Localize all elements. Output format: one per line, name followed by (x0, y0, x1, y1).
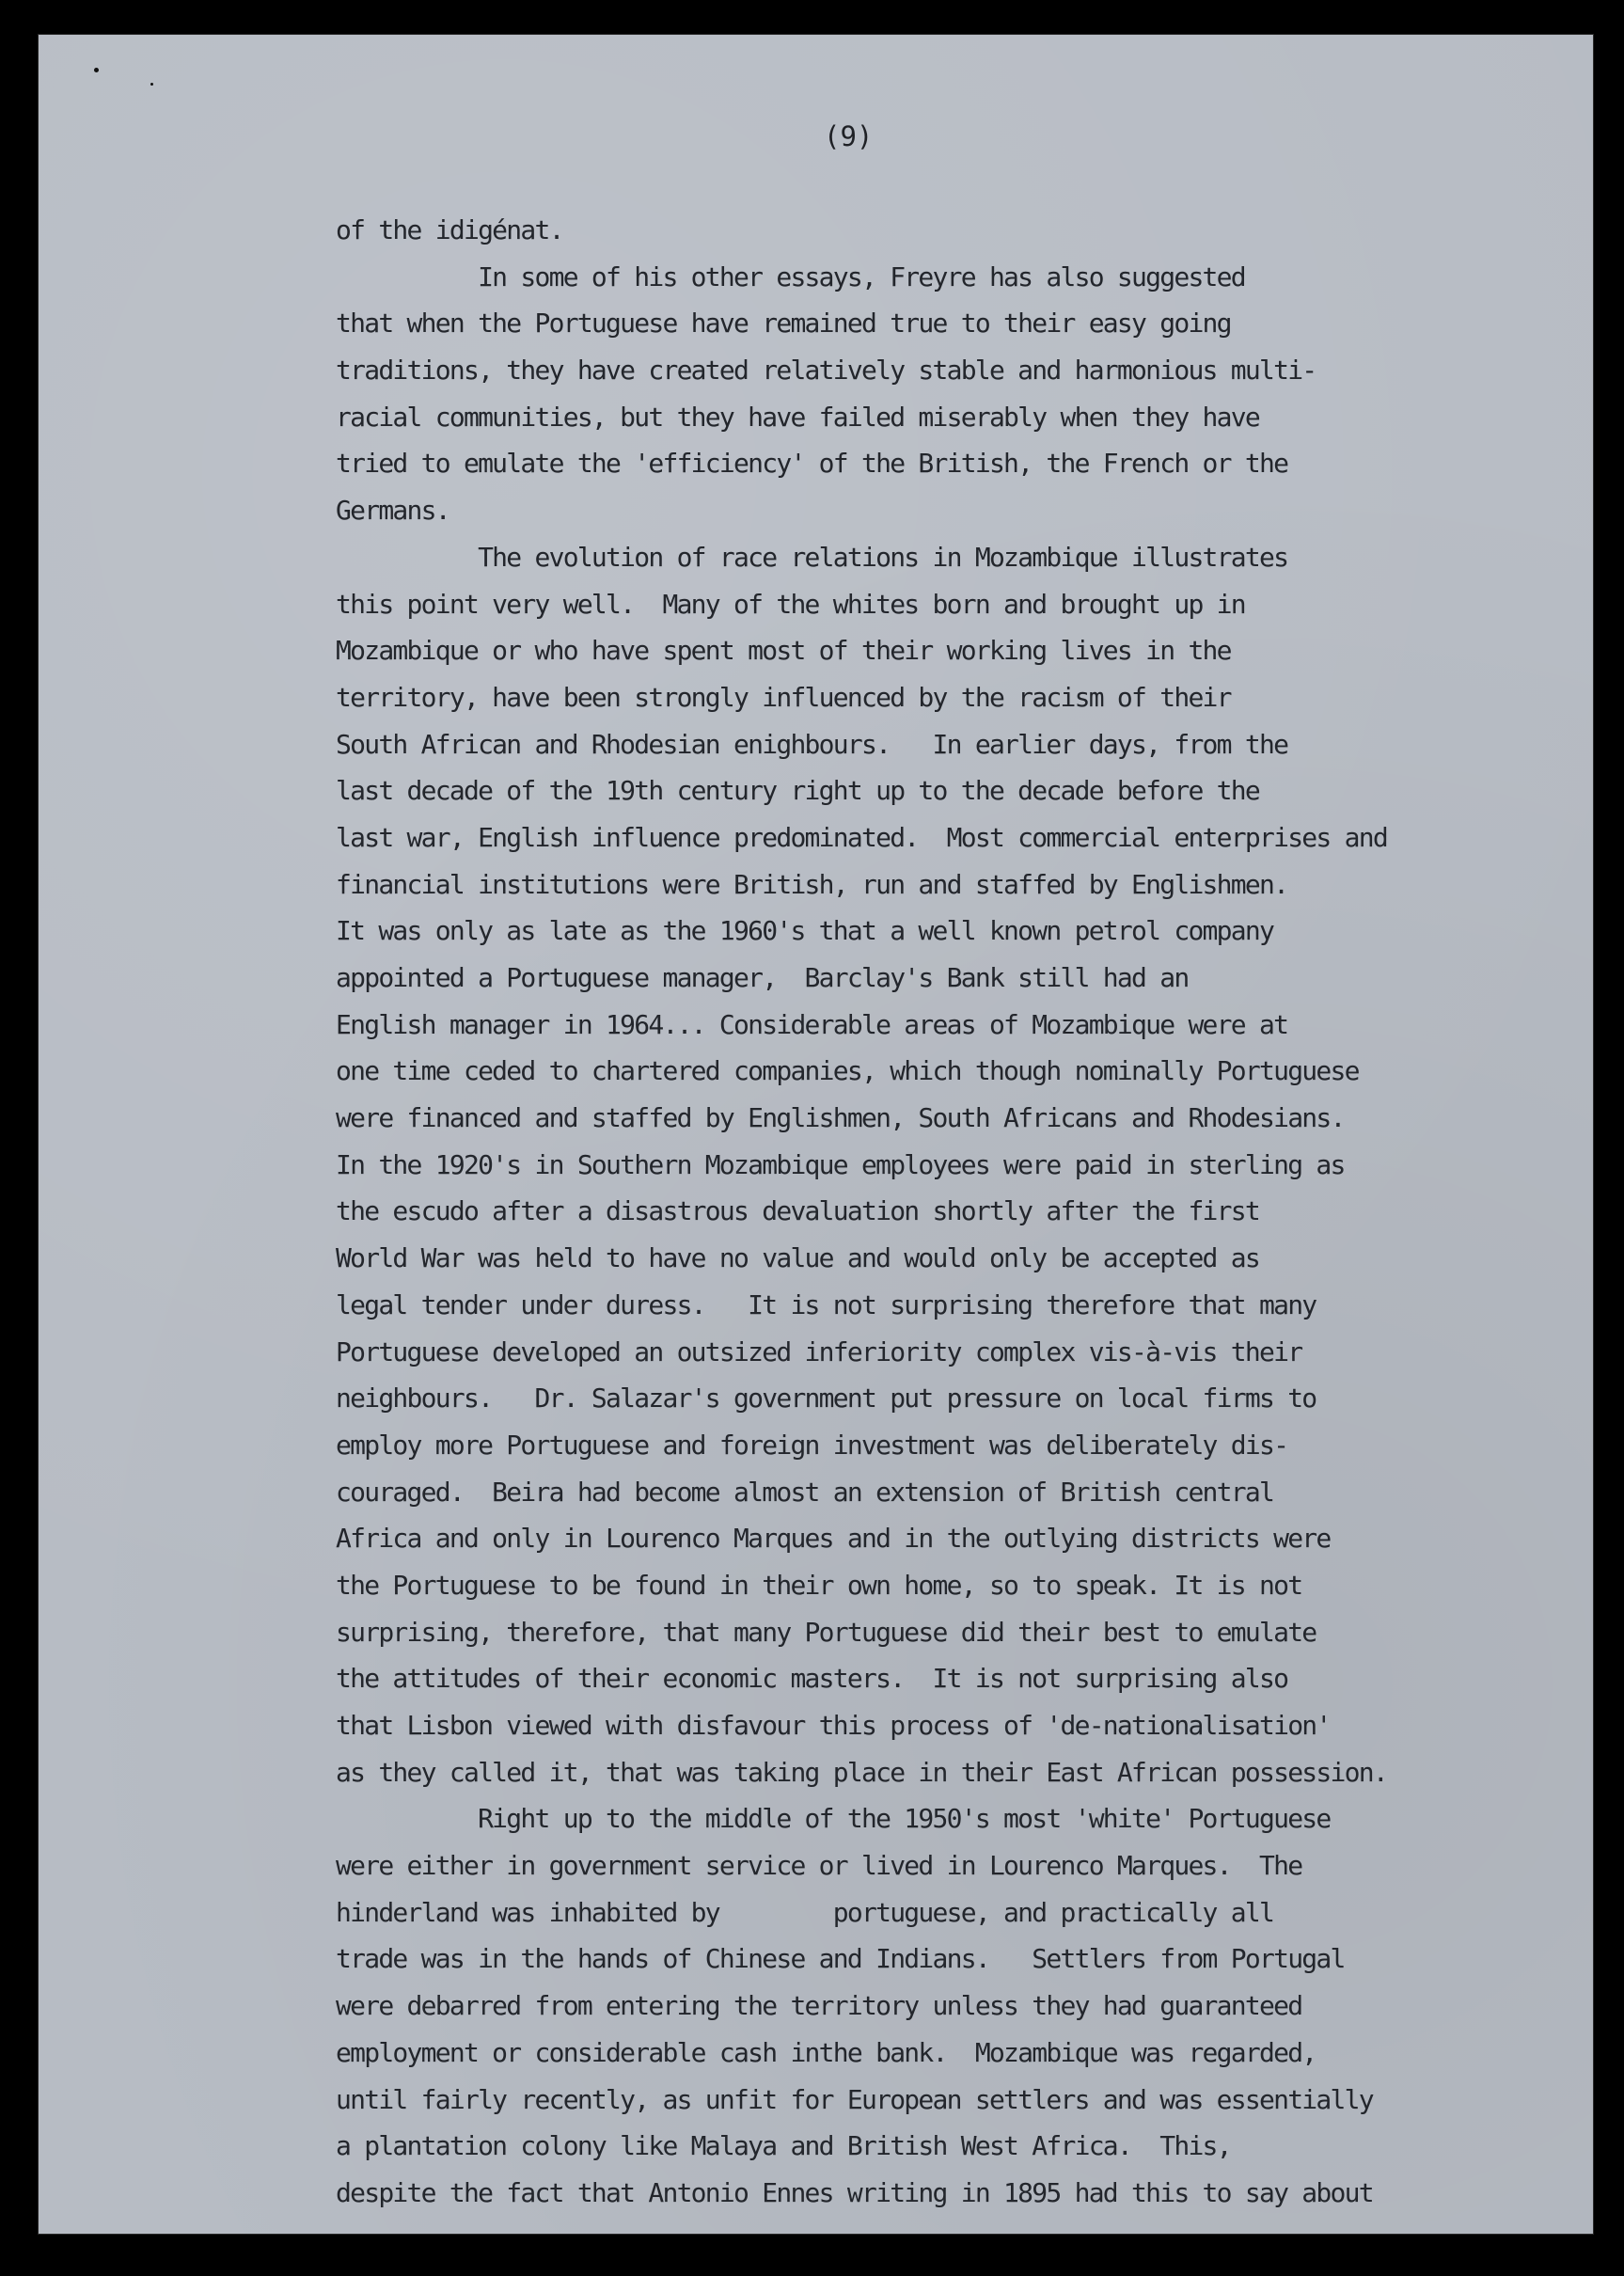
text-line: tried to emulate the 'efficiency' of the British, the French or the (336, 448, 1288, 480)
text-line: The evolution of race relations in Mozambique illustrates (336, 541, 1288, 573)
text-line: racial communities, but they have failed miserably when they have (336, 401, 1259, 433)
text-line: as they called it, that was taking place in their East African possession. (336, 1756, 1387, 1788)
text-line: territory, have been strongly influenced by the racism of their (336, 681, 1231, 713)
text-line: were debarred from entering the territory unless they had guaranteed (336, 1990, 1302, 2022)
text-line: of the idigénat. (336, 214, 563, 245)
text-line: one time ceded to chartered companies, which though nominally Portuguese (336, 1055, 1359, 1087)
text-line: Africa and only in Lourenco Marques and in the outlying districts were (336, 1523, 1331, 1555)
text-line: this point very well. Many of the whites born and brought up in (336, 588, 1245, 620)
text-line: that Lisbon viewed with disfavour this process of 'de-nationalisation' (336, 1710, 1331, 1741)
text-line: were either in government service or lived in Lourenco Marques. The (336, 1850, 1302, 1882)
body-text (336, 207, 1586, 2217)
text-line: that when the Portuguese have remained true to their easy going (336, 308, 1231, 340)
text-line: English manager in 1964... Considerable areas of Mozambique were at (336, 1008, 1288, 1040)
text-line: financial institutions were British, run and staffed by Englishmen. (336, 868, 1288, 900)
text-line: were financed and staffed by Englishmen, South Africans and Rhodesians. (336, 1102, 1345, 1134)
text-line: In the 1920's in Southern Mozambique employees were paid in sterling as (336, 1148, 1345, 1180)
page-number: (9) (824, 120, 874, 152)
text-line: South African and Rhodesian enighbours. In earlier days, from the (336, 728, 1288, 760)
text-line: traditions, they have created relatively stable and harmonious multi- (336, 355, 1317, 387)
text-line: legal tender under duress. It is not surprising therefore that many (336, 1288, 1317, 1320)
ink-speck (150, 83, 153, 86)
text-line: couraged. Beira had become almost an extension of British central (336, 1476, 1274, 1508)
text-line: despite the fact that Antonio Ennes writing in 1895 had this to say about (336, 2176, 1373, 2208)
text-line: a plantation colony like Malaya and British West Africa. This, (336, 2130, 1231, 2162)
text-line: the escudo after a disastrous devaluation shortly after the first (336, 1195, 1259, 1227)
text-line: the attitudes of their economic masters. It is not surprising also (336, 1663, 1288, 1695)
text-line: Germans. (336, 495, 449, 527)
text-line: employment or considerable cash inthe bank. Mozambique was regarded, (336, 2036, 1317, 2068)
text-line: the Portuguese to be found in their own home, so to speak. It is not (336, 1569, 1302, 1601)
text-line: neighbours. Dr. Salazar's government put pressure on local firms to (336, 1383, 1317, 1415)
text-line: Right up to the middle of the 1950's most 'white' Portuguese (336, 1803, 1331, 1835)
text-line: trade was in the hands of Chinese and Indians. Settlers from Portugal (336, 1943, 1345, 1975)
text-line: Mozambique or who have spent most of their working lives in the (336, 635, 1231, 667)
text-line: Portuguese developed an outsized inferiority complex vis-à-vis their (336, 1336, 1302, 1367)
text-line: appointed a Portuguese manager, Barclay's Bank still had an (336, 962, 1189, 993)
text-line: until fairly recently, as unfit for European settlers and was essentially (336, 2083, 1373, 2115)
text-line: World War was held to have no value and would only be accepted as (336, 1242, 1259, 1274)
text-line: hinderland was inhabited by portuguese, and practically all (336, 1896, 1274, 1928)
text-line: employ more Portuguese and foreign investment was deliberately dis- (336, 1429, 1288, 1461)
text-line: surprising, therefore, that many Portuguese did their best to emulate (336, 1616, 1317, 1648)
ink-speck (94, 68, 99, 72)
text-line: last decade of the 19th century right up to the decade before the (336, 775, 1259, 807)
text-line: It was only as late as the 1960's that a well known petrol company (336, 915, 1274, 947)
text-line: last war, English influence predominated. Most commercial enterprises and (336, 821, 1387, 853)
text-line: In some of his other essays, Freyre has also suggested (336, 261, 1245, 292)
